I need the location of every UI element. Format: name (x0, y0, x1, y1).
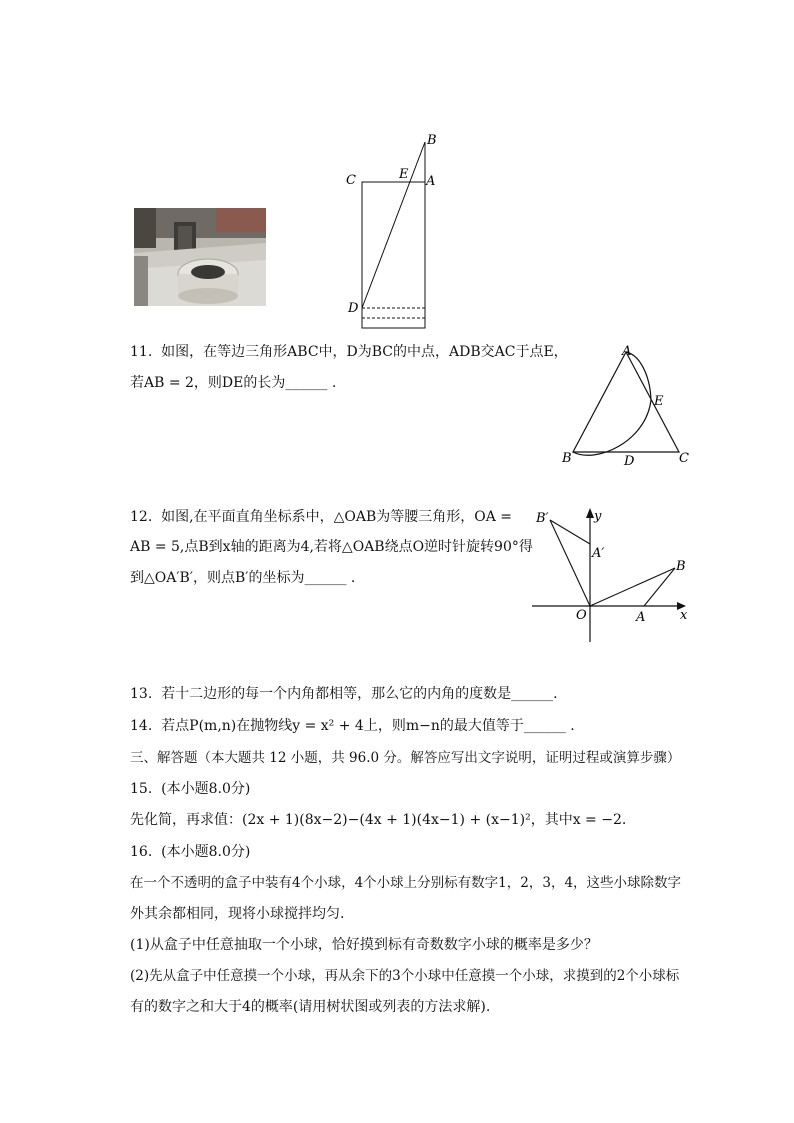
q11-line2: 若AB = 2，则DE的长为______ . (130, 375, 337, 391)
q13-text: 13. 若十二边形的每一个内角都相等，那么它的内角的度数是______. (130, 686, 558, 702)
q12-label-O: O (576, 608, 587, 623)
q16-line3: (1)从盒子中任意抽取一个小球，恰好摸到标有奇数数字小球的概率是多少？ (130, 937, 598, 953)
q11-line1: 11. 如图，在等边三角形ABC中，D为BC的中点，ADB交AC于点E， (130, 344, 568, 360)
q11-triangle-figure (556, 342, 696, 468)
label-A: A (426, 174, 436, 189)
q11-label-C: C (679, 451, 689, 466)
q16-line4: (2)先从盒子中任意摸一个小球，再从余下的3个小球中任意摸一个小球，求摸到的2个小球标 (130, 968, 680, 984)
q16-line2: 外其余都相同，现将小球搅拌均匀. (130, 906, 345, 922)
q12-label-Bprime: B′ (536, 511, 549, 526)
q12-label-A: A (636, 610, 646, 625)
q15-body: 先化简，再求值：(2x + 1)(8x−2)−(4x + 1)(4x−1) + (x−1)²，其中x = −2. (130, 812, 627, 828)
q11-label-D: D (624, 454, 635, 468)
q12-line3: 到△OA′B′，则点B′的坐标为______ . (130, 570, 356, 586)
q16-header: 16. (本小题8.0分) (130, 844, 251, 860)
section-3-heading: 三、解答题（本大题共 12 小题，共 96.0 分。解答应写出文字说明，证明过程或演算步骤） (130, 750, 681, 766)
q12-coordinate-figure (530, 500, 692, 646)
q11-label-B: B (562, 451, 572, 466)
q15-header: 15. (本小题8.0分) (130, 781, 251, 797)
q11-label-E: E (654, 394, 664, 409)
well-photo (134, 208, 266, 306)
q12-label-x: x (680, 608, 688, 623)
q12-line1: 12. 如图,在平面直角坐标系中，△OAB为等腰三角形，OA = (130, 509, 513, 525)
q12-label-y: y (594, 509, 602, 524)
q11-label-A: A (622, 344, 632, 359)
well-diagram (340, 128, 450, 334)
q12-line2: AB = 5,点B到x轴的距离为4,若将△OAB绕点O逆时针旋转90°得 (130, 539, 533, 555)
label-D: D (348, 301, 359, 316)
label-B: B (427, 133, 437, 148)
label-C: C (346, 173, 356, 188)
q16-line5: 有的数字之和大于4的概率(请用树状图或列表的方法求解). (130, 999, 491, 1015)
q16-line1: 在一个不透明的盒子中装有4个小球，4个小球上分别标有数字1，2，3，4，这些小球除数字 (130, 875, 682, 891)
label-E: E (399, 167, 409, 182)
q14-text: 14. 若点P(m,n)在抛物线y = x² + 4上，则m−n的最大值等于______ . (130, 718, 575, 734)
q12-label-Aprime: A′ (592, 546, 605, 561)
q12-label-B: B (676, 559, 686, 574)
